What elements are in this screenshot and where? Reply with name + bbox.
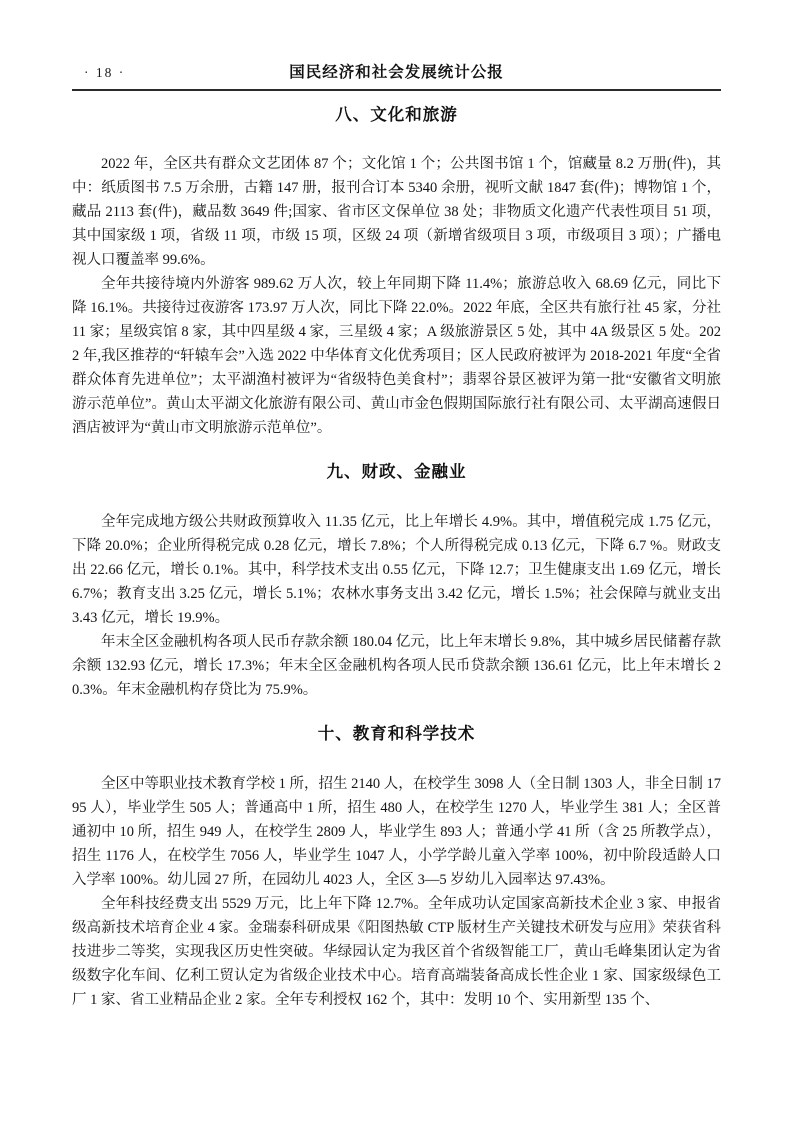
paragraph-education: 全区中等职业技术教育学校 1 所，招生 2140 人，在校学生 3098 人（全日制 1303 人，非全日制 1795 人），毕业学生 505 人；普通高中 1 所，招生 480 人，在校学生 1270 人，毕业学生 381 人；全区普通初中 10 所，招生 949 人，在校学生 2809 人，毕业学生 893 人；普通小学 41 所（含 25 所教学点），招生 1176 人，在校学生 7056 人，毕业学生 1047 人，小学学龄儿童入学率 100%，初中阶段适龄人口入学率 100%。幼儿园 27 所，在园幼儿 4023 人，全区 3—5 岁幼儿入园率达 97.43%。 — [72, 776, 721, 888]
paragraph-banking: 年末全区金融机构各项人民币存款余额 180.04 亿元，比上年末增长 9.8%，其中城乡居民储蓄存款余额 132.93 亿元，增长 17.3%；年末全区金融机构各项人民币贷款余额 136.61 亿元，比上年末增长 20.3%。年末金融机构存贷比为 75.9%。 — [72, 634, 721, 698]
paragraph-tourism: 全年共接待境内外游客 989.62 万人次，较上年同期下降 11.4%；旅游总收入 68.69 亿元，同比下降 16.1%。共接待过夜游客 173.97 万人次，同比下降 22.0%。2022 年底，全区共有旅行社 45 家，分社 11 家；星级宾馆 8 家，其中四星级 4 家，三星级 4 家；A 级旅游景区 5 处，其中 4A 级景区 5 处。2022 年,我区推荐的“轩辕车会”入选 2022 中华体育文化优秀项目；区人民政府被评为 2018-2021 年度“全省群众体育先进单位”；太平湖渔村被评为“省级特色美食村”；翡翠谷景区被评为第一批“安徽省文明旅游示范单位”。黄山太平湖文化旅游有限公司、黄山市金色假期国际旅行社有限公司、太平湖高速假日酒店被评为“黄山市文明旅游示范单位”。 — [72, 276, 721, 436]
paragraph-fiscal: 全年完成地方级公共财政预算收入 11.35 亿元，比上年增长 4.9%。其中，增值税完成 1.75 亿元，下降 20.0%；企业所得税完成 0.28 亿元，增长 7.8%；个人所得税完成 0.13 亿元，下降 6.7 %。财政支出 22.66 亿元，增长 0.1%。其中，科学技术支出 0.55 亿元，下降 12.7；卫生健康支出 1.69 亿元，增长 6.7%；教育支出 3.25 亿元，增长 5.1%；农林水事务支出 3.42 亿元，增长 1.5%；社会保障与就业支出 3.43 亿元，增长 19.9%。 — [72, 514, 721, 626]
section-heading-finance: 九、财政、金融业 — [326, 463, 467, 481]
page-header — [72, 62, 721, 91]
paragraph-culture: 2022 年，全区共有群众文艺团体 87 个；文化馆 1 个；公共图书馆 1 个，馆藏量 8.2 万册(件)，其中：纸质图书 7.5 万余册，古籍 147 册，报刊合订本 5340 余册，视听文献 1847 套(件)；博物馆 1 个，藏品 2113 套(件)，藏品数 3649 件;国家、省市区文保单位 38 处；非物质文化遗产代表性项目 51 项，其中国家级 1 项，省级 11 项，市级 15 项，区级 24 项（新增省级项目 3 项，市级项目 3 项）；广播电视人口覆盖率 99.6%。 — [72, 156, 721, 268]
section-heading-education-science: 十、教育和科学技术 — [317, 725, 476, 743]
section-heading-culture-tourism: 八、文化和旅游 — [335, 106, 458, 124]
document-header-title: 国民经济和社会发展统计公报 — [289, 64, 504, 81]
page-number: · 18 · — [84, 65, 126, 80]
paragraph-science-technology: 全年科技经费支出 5529 万元，比上年下降 12.7%。全年成功认定国家高新技术企业 3 家、申报省级高新技术培育企业 4 家。金瑞泰科研成果《阳图热敏 CTP 版材生产关键技术研发与应用》荣获省科技进步二等奖，实现我区历史性突破。华绿园认定为我区首个省级智能工厂，黄山毛峰集团认定为省级数字化车间、亿利工贸认定为省级企业技术中心。培育高端装备高成长性企业 1 家、国家级绿色工厂 1 家、省工业精品企业 2 家。全年专利授权 162 个，其中：发明 10 个、实用新型 135 个、 — [72, 896, 721, 1008]
